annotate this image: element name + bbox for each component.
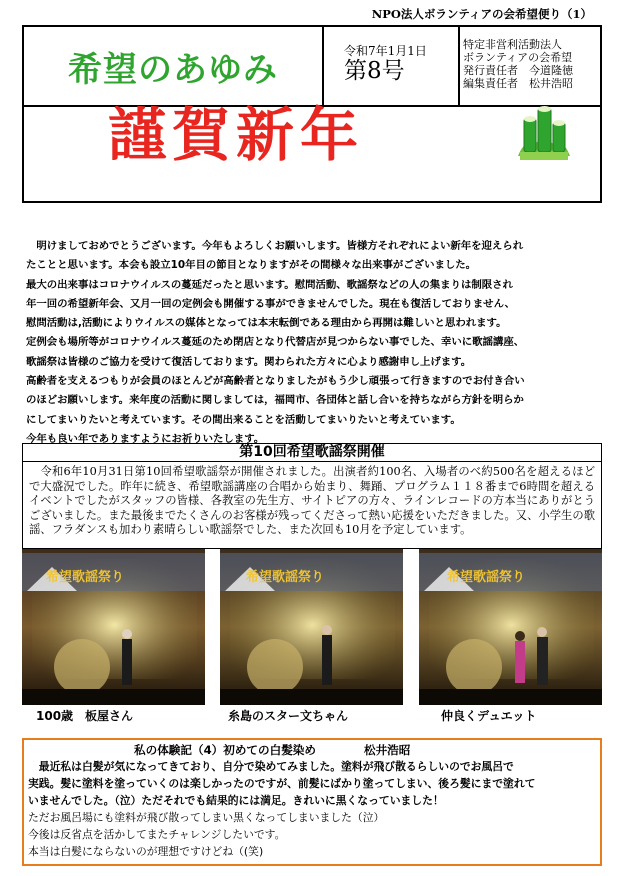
kadomatsu-illustration — [512, 96, 576, 162]
issue-number: 第8号 — [344, 58, 405, 84]
essay-body — [24, 758, 600, 860]
concert-text: 令和6年10月31日第10回希望歌謡祭が開催されました。出演者約100名、入場者のべ約500名を超えるほどで大盛況でした。昨年に続き、希望歌謡講座の合唱から始まり、舞踊、プログラム１１８番まで6時間を超えるイベントでしたがスタッフの皆様、各教室の先生方、サイトピアの方々、ラインレコードの方本当にありがとうございました。また最後までたくさんのお客様が残ってくださって熱い応援をいただきました。又、小学生の歌謡、フラダンスも加わり素晴らしい歌謡祭でした、また次回も10月を予定しています。 — [29, 465, 595, 537]
concert-title: 第10回希望歌謡祭開催 — [23, 444, 601, 462]
essay-heading — [24, 740, 600, 758]
new-year-greeting: 謹賀新年 — [108, 101, 365, 169]
essay-line: 今後は反省点を活かしてまたチャレンジしたいです。 — [28, 828, 286, 841]
message-line: のほどお願いします。来年度の活動に関しましては，福岡市、各団体と話し合いを持ちながら方針を明らか — [26, 394, 524, 407]
message-line: 今年も良い年でありますようにお祈りいたします。 — [26, 432, 265, 445]
stage-photo-3 — [419, 549, 602, 705]
concert-report — [22, 443, 602, 549]
festival-banner-text: 希望歌謡祭り — [447, 570, 526, 585]
publisher-line: 特定非営利活動法人 — [463, 38, 562, 51]
photo-caption-2: 糸島のスター文ちゃん — [228, 709, 349, 723]
essay-line: いませんでした。（泣）ただそれでも結果的には満足。きれいに黒くなっていました！ — [28, 794, 444, 807]
new-year-message — [26, 237, 601, 449]
essay-author: 松井浩昭 — [363, 743, 411, 757]
newsletter-title: 希望のあゆみ — [68, 49, 278, 90]
publisher-line: ボランティアの会希望 — [463, 51, 573, 64]
message-line: 明けましておめでとうございます。今年もよろしくお願いします。皆様方それぞれによい新年を迎えられ — [26, 240, 524, 252]
publisher-line: 発行責任者 今道隆徳 — [463, 64, 573, 77]
message-line: 高齢者を支えるつもりが会員のほとんどが高齢者となりましたがもう少し頑張って行きますのでお付き合い — [26, 375, 525, 388]
message-line: 最大の出来事はコロナウイルスの蔓延だったと思います。慰問活動、歌謡祭などの人の集まりは制限され — [26, 278, 513, 291]
newsletter-series-label: NPO法人ボランティアの会希望便り（1） — [371, 7, 592, 21]
stage-photo-1 — [22, 549, 205, 705]
festival-banner-text: 希望歌謡祭り — [46, 570, 125, 585]
message-line: 年一回の希望新年会、又月一回の定例会も開催する事ができませんでした。現在も復活しておりません、 — [26, 297, 515, 310]
personal-essay — [22, 738, 602, 866]
publisher-info — [460, 27, 600, 107]
message-line: たことと思います。本会も設立10年目の節目となりますがその間様々な出来事がございました。 — [26, 259, 477, 272]
issue-date: 令和7年1月1日 — [344, 44, 427, 58]
essay-line: ただお風呂場にも塗料が飛び散ってしまい黒くなってしまいました（泣） — [28, 811, 385, 824]
stage-photo-2 — [220, 549, 403, 705]
festival-banner-text: 希望歌謡祭り — [246, 570, 325, 585]
message-line: にしてまいりたいと考えています。その間出来ることを活動してまいりたいと考えています。 — [26, 413, 461, 426]
publisher-line: 編集責任者 松井浩昭 — [463, 77, 573, 90]
essay-line: 実践。髪に塗料を塗っていくのは楽しかったのですが、前髪にばかり塗ってしまい、後ろ髪にまで塗れて — [28, 777, 536, 790]
essay-line: 最近私は白髪が気になってきており、自分で染めてみました。塗料が飛び散るらしいのでお風呂で — [28, 760, 514, 773]
message-line: 慰問活動は,活動によりウイルスの媒体となっては本末転倒である理由から再開は難しいと思われます。 — [26, 317, 507, 330]
essay-line: 本当は白髪にならないのが理想ですけどね（(笑) — [28, 845, 264, 858]
concert-photos — [22, 549, 602, 705]
message-line: 定例会も場所等がコロナウイルス蔓延のため閉店となり代替店が見つからない事でした、幸いに歌謡講座、 — [26, 336, 525, 349]
message-line: 歌謡祭は皆様のご協力を受けて復活しております。関わられた方々に心より感謝申し上げます。 — [26, 355, 472, 368]
photo-caption-3: 仲良くデュエット — [441, 709, 537, 723]
photo-caption-1: 100歳 板屋さん — [36, 709, 134, 723]
essay-title: 私の体験記（4）初めての白髪染め — [134, 743, 316, 757]
